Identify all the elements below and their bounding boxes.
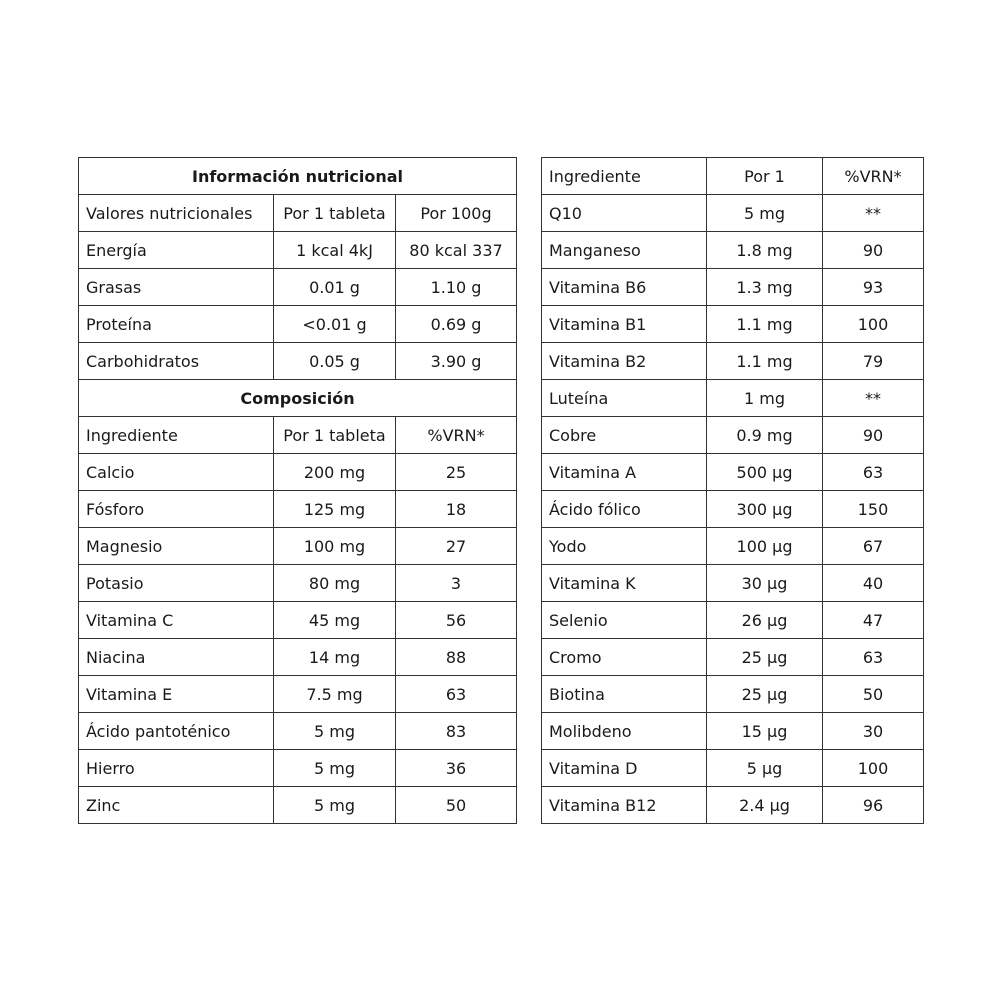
vrn-percent: 30 bbox=[823, 713, 924, 750]
ingredient-name: Calcio bbox=[79, 454, 274, 491]
ingredient-name: Ácido fólico bbox=[542, 491, 707, 528]
column-header: Por 1 tableta bbox=[274, 417, 396, 454]
ingredient-name: Manganeso bbox=[542, 232, 707, 269]
table-row bbox=[79, 454, 517, 491]
table-row bbox=[79, 232, 517, 269]
ingredient-name: Fósforo bbox=[79, 491, 274, 528]
table-row bbox=[79, 343, 517, 380]
per-100g-value: 1.10 g bbox=[396, 269, 517, 306]
per-tablet-amount: 100 mg bbox=[274, 528, 396, 565]
section-title: Composición bbox=[79, 380, 517, 417]
per-100g-value: 3.90 g bbox=[396, 343, 517, 380]
per-tablet-amount: 45 mg bbox=[274, 602, 396, 639]
column-header: Por 100g bbox=[396, 195, 517, 232]
vrn-percent: 83 bbox=[396, 713, 517, 750]
ingredient-name: Vitamina A bbox=[542, 454, 707, 491]
ingredient-name: Cobre bbox=[542, 417, 707, 454]
table-row bbox=[542, 750, 924, 787]
ingredient-name: Vitamina B12 bbox=[542, 787, 707, 824]
vrn-percent: 40 bbox=[823, 565, 924, 602]
vrn-percent: 63 bbox=[396, 676, 517, 713]
vrn-percent: 3 bbox=[396, 565, 517, 602]
table-row bbox=[542, 232, 924, 269]
per-unit-amount: 0.9 mg bbox=[707, 417, 823, 454]
table-header-row bbox=[79, 195, 517, 232]
vrn-percent: 25 bbox=[396, 454, 517, 491]
ingredient-name: Magnesio bbox=[79, 528, 274, 565]
per-unit-amount: 15 µg bbox=[707, 713, 823, 750]
table-row bbox=[542, 380, 924, 417]
per-unit-amount: 26 µg bbox=[707, 602, 823, 639]
per-tablet-amount: 7.5 mg bbox=[274, 676, 396, 713]
column-header: %VRN* bbox=[823, 158, 924, 195]
table-row bbox=[542, 491, 924, 528]
table-row bbox=[79, 528, 517, 565]
per-tablet-value: 0.05 g bbox=[274, 343, 396, 380]
column-header: Ingrediente bbox=[79, 417, 274, 454]
ingredient-name: Vitamina C bbox=[79, 602, 274, 639]
table-row bbox=[542, 343, 924, 380]
column-header: Por 1 tableta bbox=[274, 195, 396, 232]
table-row bbox=[542, 306, 924, 343]
vrn-percent: 79 bbox=[823, 343, 924, 380]
table-row bbox=[542, 676, 924, 713]
ingredient-name: Vitamina B2 bbox=[542, 343, 707, 380]
ingredient-name: Zinc bbox=[79, 787, 274, 824]
nutrient-name: Proteína bbox=[79, 306, 274, 343]
per-tablet-amount: 5 mg bbox=[274, 787, 396, 824]
table-title: Información nutricional bbox=[79, 158, 517, 195]
table-row bbox=[542, 639, 924, 676]
per-tablet-amount: 80 mg bbox=[274, 565, 396, 602]
table-row bbox=[79, 602, 517, 639]
vrn-percent: 100 bbox=[823, 306, 924, 343]
per-tablet-amount: 125 mg bbox=[274, 491, 396, 528]
per-unit-amount: 5 mg bbox=[707, 195, 823, 232]
ingredient-name: Luteína bbox=[542, 380, 707, 417]
table-row bbox=[542, 269, 924, 306]
per-unit-amount: 25 µg bbox=[707, 639, 823, 676]
per-tablet-value: 0.01 g bbox=[274, 269, 396, 306]
table-row bbox=[79, 750, 517, 787]
table-row bbox=[542, 195, 924, 232]
vrn-percent: 100 bbox=[823, 750, 924, 787]
per-tablet-amount: 200 mg bbox=[274, 454, 396, 491]
vrn-percent: 88 bbox=[396, 639, 517, 676]
table-row bbox=[542, 713, 924, 750]
vrn-percent: ** bbox=[823, 380, 924, 417]
ingredient-name: Hierro bbox=[79, 750, 274, 787]
per-tablet-amount: 5 mg bbox=[274, 713, 396, 750]
ingredients-table bbox=[541, 157, 924, 824]
ingredient-name: Vitamina E bbox=[79, 676, 274, 713]
per-unit-amount: 5 µg bbox=[707, 750, 823, 787]
per-tablet-value: 1 kcal 4kJ bbox=[274, 232, 396, 269]
per-tablet-value: <0.01 g bbox=[274, 306, 396, 343]
table-row bbox=[542, 454, 924, 491]
table-row bbox=[79, 676, 517, 713]
ingredient-name: Selenio bbox=[542, 602, 707, 639]
vrn-percent: 150 bbox=[823, 491, 924, 528]
per-unit-amount: 1.8 mg bbox=[707, 232, 823, 269]
ingredient-name: Q10 bbox=[542, 195, 707, 232]
table-title-row bbox=[79, 158, 517, 195]
per-unit-amount: 500 µg bbox=[707, 454, 823, 491]
vrn-percent: 27 bbox=[396, 528, 517, 565]
table-row bbox=[542, 602, 924, 639]
per-unit-amount: 25 µg bbox=[707, 676, 823, 713]
ingredient-name: Vitamina D bbox=[542, 750, 707, 787]
table-row bbox=[79, 565, 517, 602]
vrn-percent: 96 bbox=[823, 787, 924, 824]
table-row bbox=[542, 565, 924, 602]
vrn-percent: 47 bbox=[823, 602, 924, 639]
table-row bbox=[542, 417, 924, 454]
per-unit-amount: 1 mg bbox=[707, 380, 823, 417]
ingredient-name: Yodo bbox=[542, 528, 707, 565]
per-unit-amount: 300 µg bbox=[707, 491, 823, 528]
per-tablet-amount: 14 mg bbox=[274, 639, 396, 676]
per-100g-value: 0.69 g bbox=[396, 306, 517, 343]
vrn-percent: 67 bbox=[823, 528, 924, 565]
vrn-percent: 56 bbox=[396, 602, 517, 639]
table-row bbox=[79, 713, 517, 750]
ingredient-name: Ácido pantoténico bbox=[79, 713, 274, 750]
per-unit-amount: 1.1 mg bbox=[707, 306, 823, 343]
table-header-row bbox=[542, 158, 924, 195]
ingredient-name: Vitamina K bbox=[542, 565, 707, 602]
column-header: %VRN* bbox=[396, 417, 517, 454]
ingredient-name: Niacina bbox=[79, 639, 274, 676]
nutrient-name: Energía bbox=[79, 232, 274, 269]
nutrition-composition-table bbox=[78, 157, 517, 824]
vrn-percent: 93 bbox=[823, 269, 924, 306]
column-header: Valores nutricionales bbox=[79, 195, 274, 232]
ingredient-name: Potasio bbox=[79, 565, 274, 602]
per-unit-amount: 30 µg bbox=[707, 565, 823, 602]
table-row bbox=[79, 639, 517, 676]
nutrient-name: Carbohidratos bbox=[79, 343, 274, 380]
table-row bbox=[542, 787, 924, 824]
table-row bbox=[79, 269, 517, 306]
per-unit-amount: 100 µg bbox=[707, 528, 823, 565]
per-tablet-amount: 5 mg bbox=[274, 750, 396, 787]
per-unit-amount: 2.4 µg bbox=[707, 787, 823, 824]
vrn-percent: ** bbox=[823, 195, 924, 232]
table-row bbox=[79, 787, 517, 824]
vrn-percent: 36 bbox=[396, 750, 517, 787]
vrn-percent: 63 bbox=[823, 454, 924, 491]
column-header: Ingrediente bbox=[542, 158, 707, 195]
table-header-row bbox=[79, 417, 517, 454]
table-row bbox=[79, 306, 517, 343]
vrn-percent: 50 bbox=[396, 787, 517, 824]
per-unit-amount: 1.3 mg bbox=[707, 269, 823, 306]
vrn-percent: 90 bbox=[823, 232, 924, 269]
table-row bbox=[79, 491, 517, 528]
ingredient-name: Biotina bbox=[542, 676, 707, 713]
table-row bbox=[542, 528, 924, 565]
vrn-percent: 90 bbox=[823, 417, 924, 454]
vrn-percent: 50 bbox=[823, 676, 924, 713]
per-100g-value: 80 kcal 337 bbox=[396, 232, 517, 269]
ingredient-name: Cromo bbox=[542, 639, 707, 676]
per-unit-amount: 1.1 mg bbox=[707, 343, 823, 380]
ingredient-name: Vitamina B6 bbox=[542, 269, 707, 306]
nutrient-name: Grasas bbox=[79, 269, 274, 306]
ingredient-name: Molibdeno bbox=[542, 713, 707, 750]
ingredient-name: Vitamina B1 bbox=[542, 306, 707, 343]
vrn-percent: 63 bbox=[823, 639, 924, 676]
vrn-percent: 18 bbox=[396, 491, 517, 528]
column-header: Por 1 bbox=[707, 158, 823, 195]
section-title-row bbox=[79, 380, 517, 417]
